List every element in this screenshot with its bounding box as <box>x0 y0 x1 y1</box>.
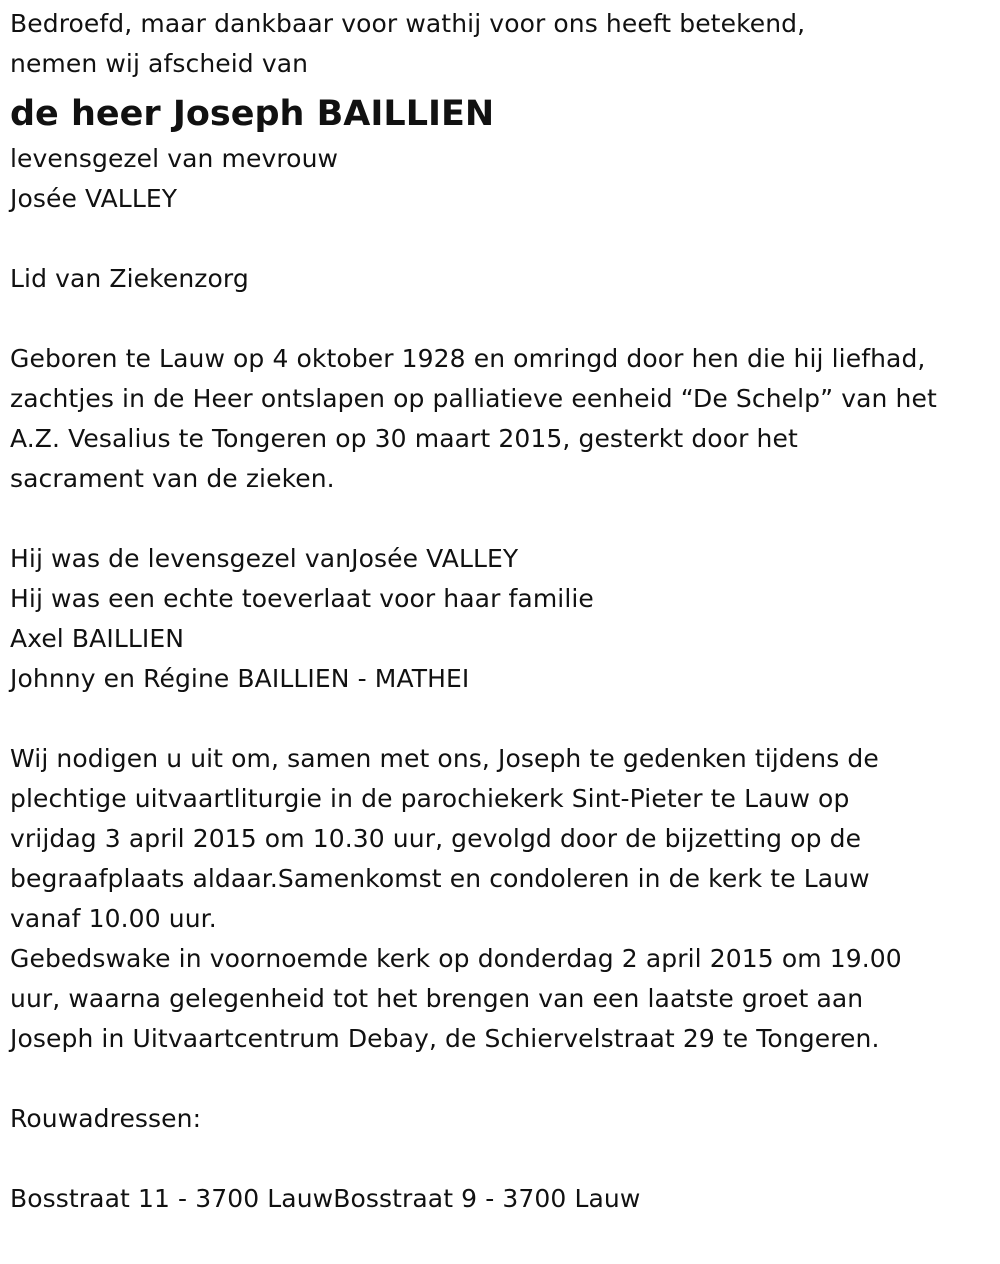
birth-death-line: Geboren te Lauw op 4 oktober 1928 en omringd door hen die hij liefhad, <box>10 344 926 373</box>
birth-death-line: A.Z. Vesalius te Tongeren op 30 maart 2015, gesterkt door het <box>10 424 798 453</box>
invitation-line: Gebedswake in voornoemde kerk op donderdag 2 april 2015 om 19.00 <box>10 944 902 973</box>
addresses-heading: Rouwadressen: <box>10 1104 202 1133</box>
obituary-document <box>10 4 985 1219</box>
family-line: Hij was de levensgezel vanJosée VALLEY <box>10 544 519 573</box>
spacer <box>10 299 985 339</box>
birth-death-line: zachtjes in de Heer ontslapen op palliatieve eenheid “De Schelp” van het <box>10 384 937 413</box>
invitation-line: vanaf 10.00 uur. <box>10 904 217 933</box>
addresses-text: Bosstraat 11 - 3700 LauwBosstraat 9 - 3700 Lauw <box>10 1184 641 1213</box>
family-line: Axel BAILLIEN <box>10 624 185 653</box>
invitation-line: plechtige uitvaartliturgie in de parochiekerk Sint-Pieter te Lauw op <box>10 784 850 813</box>
invitation-line: Wij nodigen u uit om, samen met ons, Joseph te gedenken tijdens de <box>10 744 879 773</box>
relation-line-1: levensgezel van mevrouw <box>10 144 339 173</box>
spacer <box>10 1059 985 1099</box>
spacer <box>10 699 985 739</box>
invitation-line: Joseph in Uitvaartcentrum Debay, de Schiervelstraat 29 te Tongeren. <box>10 1024 880 1053</box>
birth-death-line: sacrament van de zieken. <box>10 464 335 493</box>
invitation-line: uur, waarna gelegenheid tot het brengen van een laatste groet aan <box>10 984 864 1013</box>
invitation-line: begraafplaats aldaar.Samenkomst en condoleren in de kerk te Lauw <box>10 864 870 893</box>
spacer <box>10 219 985 259</box>
family-line: Hij was een echte toeverlaat voor haar familie <box>10 584 594 613</box>
spacer <box>10 499 985 539</box>
membership: Lid van Ziekenzorg <box>10 264 249 293</box>
family-line: Johnny en Régine BAILLIEN - MATHEI <box>10 664 470 693</box>
invitation-line: vrijdag 3 april 2015 om 10.30 uur, gevolgd door de bijzetting op de <box>10 824 862 853</box>
relation-line-2: Josée VALLEY <box>10 184 178 213</box>
intro-line-2: nemen wij afscheid van <box>10 49 309 78</box>
deceased-name: de heer Joseph BAILLIEN <box>10 94 495 134</box>
spacer <box>10 1139 985 1179</box>
intro-line-1: Bedroefd, maar dankbaar voor wathij voor ons heeft betekend, <box>10 9 806 38</box>
